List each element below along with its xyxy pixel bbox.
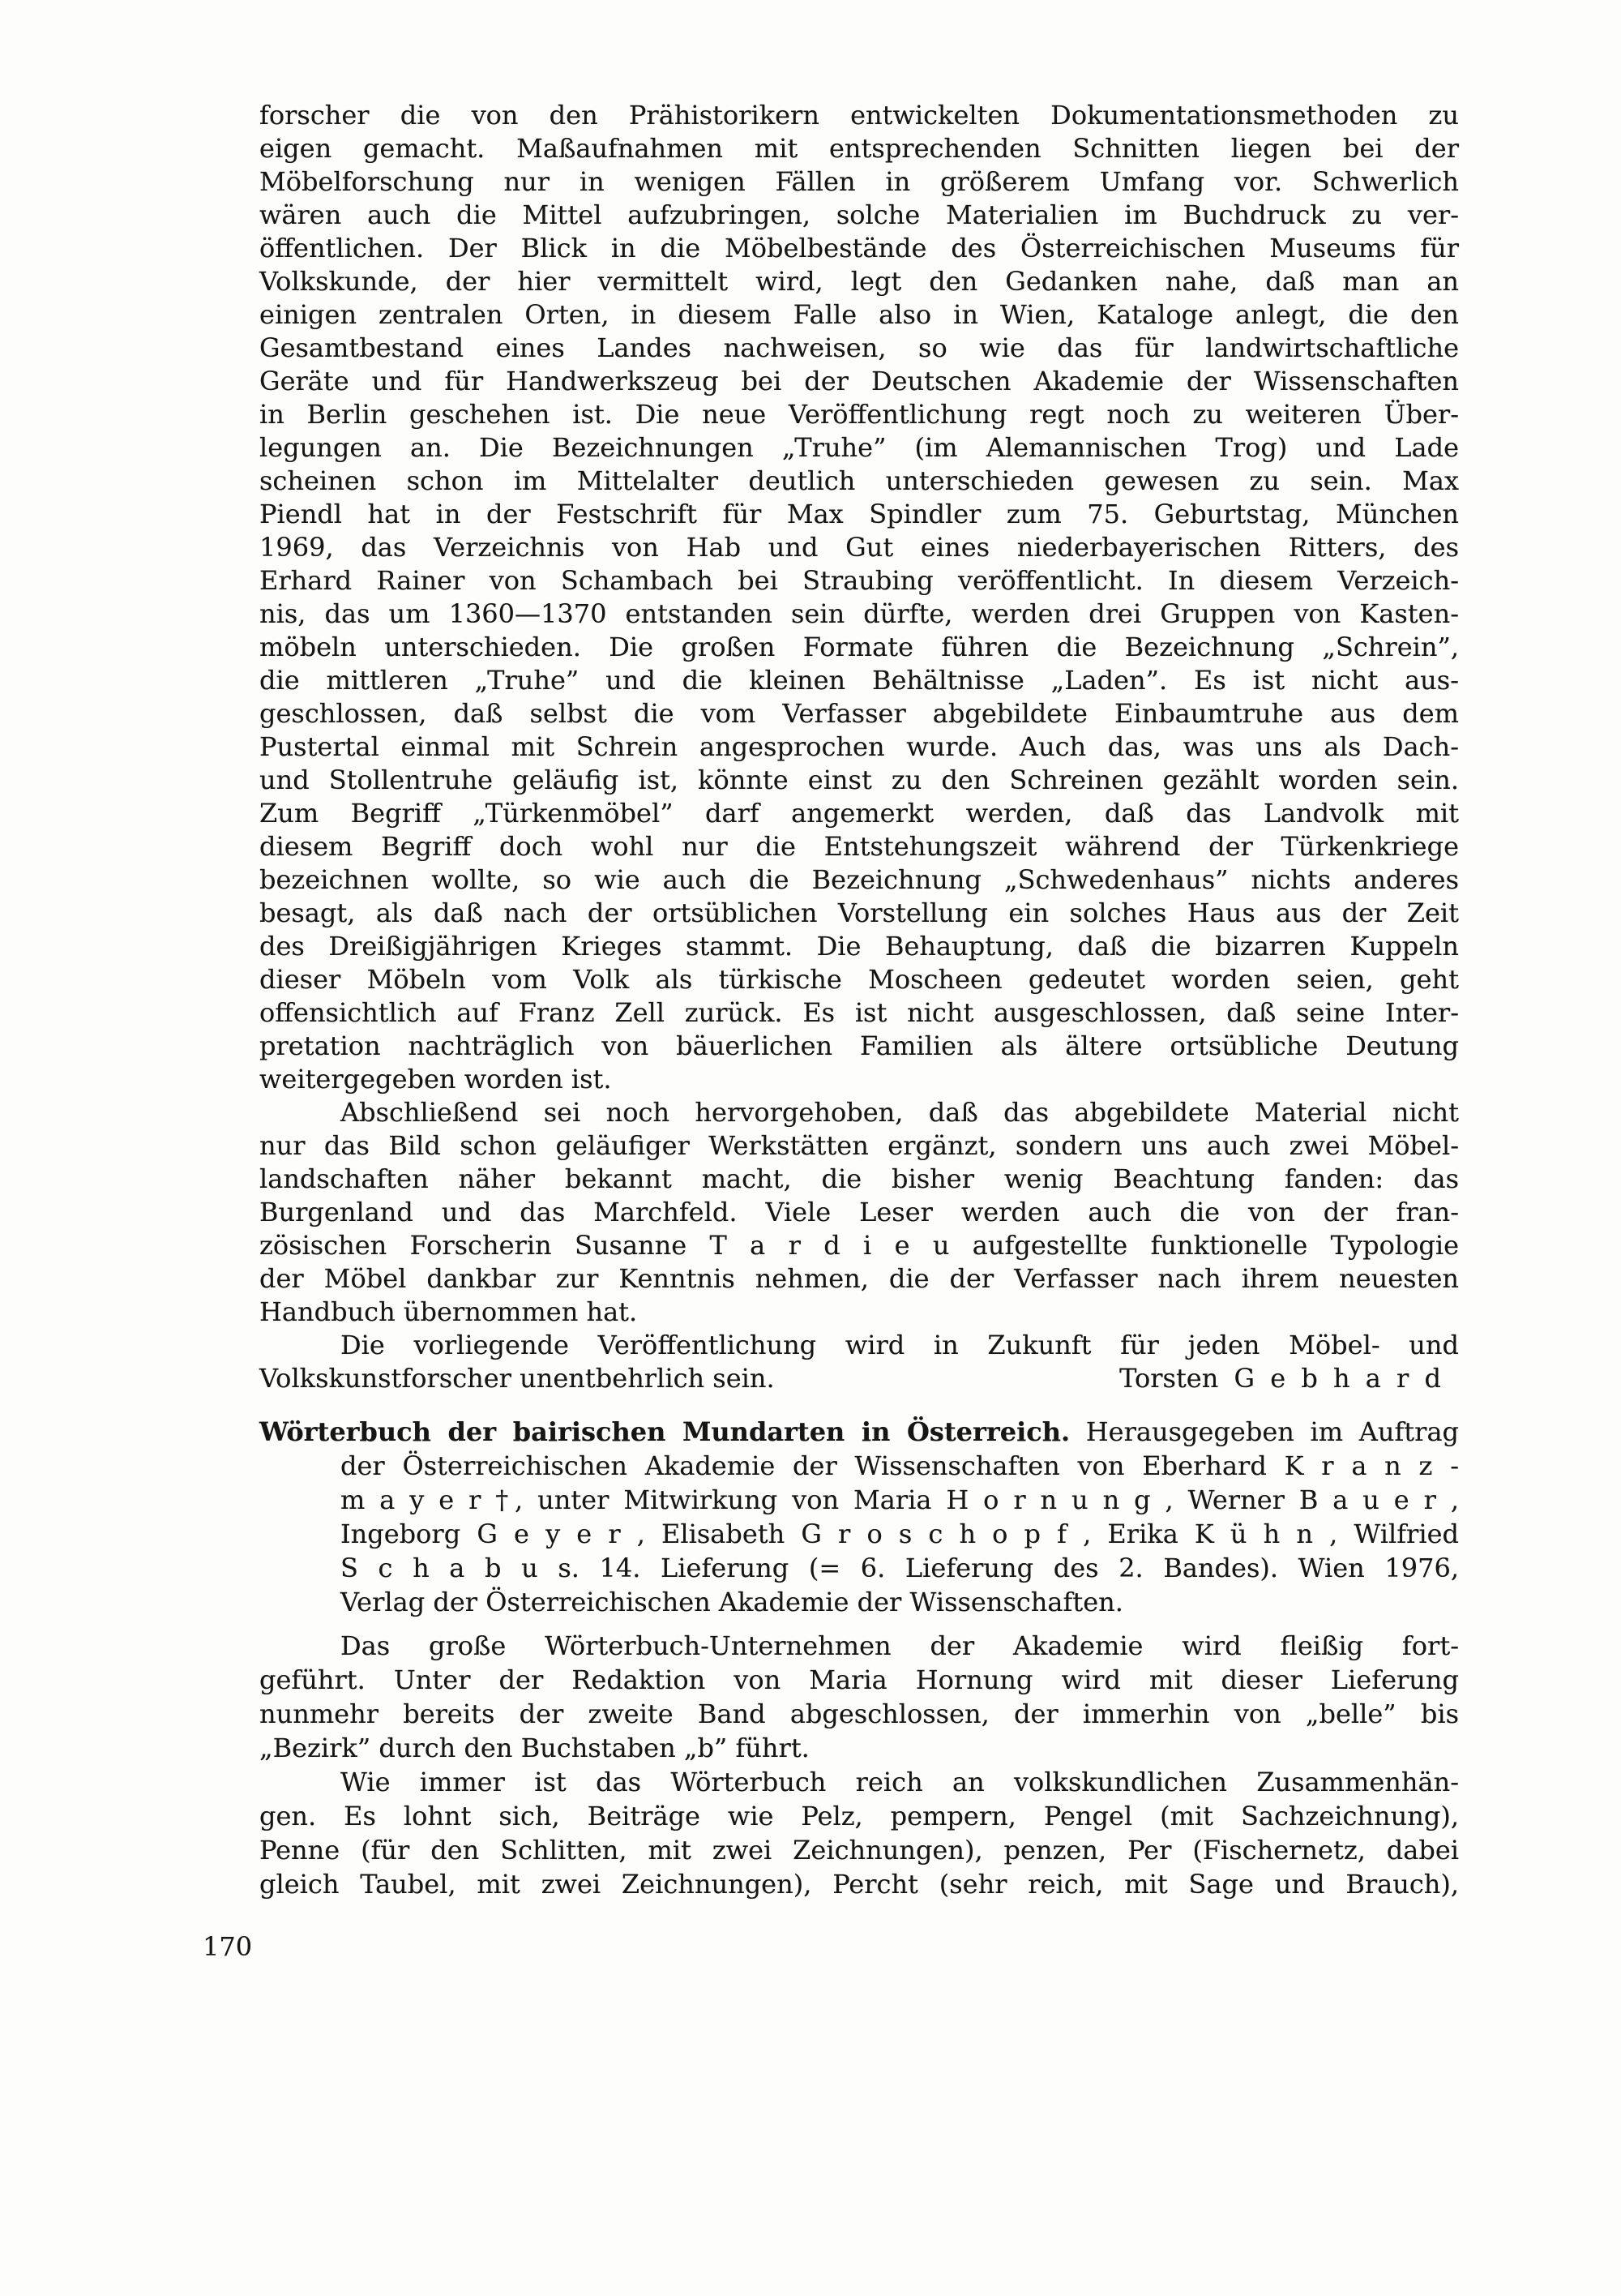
text-line: und Stollentruhe geläufig ist, könnte einst zu den Schreinen gezählt worden sein.: [259, 765, 1459, 795]
text-line: gen. Es lohnt sich, Beiträge wie Pelz, pempern, Pengel (mit Sachzeichnung),: [259, 1801, 1459, 1831]
text-line: landschaften näher bekannt macht, die bisher wenig Beachtung fanden: das: [259, 1163, 1459, 1194]
text-line: die mittleren „Truhe” und die kleinen Behältnisse „Laden”. Es ist nicht aus-: [259, 665, 1459, 696]
closing-text: Volkskunstforscher unentbehrlich sein.: [259, 1363, 775, 1394]
reviewer-name: Torsten G e b h a r d: [1119, 1363, 1441, 1394]
body-paragraph-1: [259, 1629, 1459, 1765]
text-line: Zum Begriff „Türkenmöbel” darf angemerkt werden, daß das Landvolk mit: [259, 798, 1459, 829]
entry-continuation: [259, 1449, 1459, 1585]
text-line: öffentlichen. Der Blick in die Möbelbestände des Österreichischen Museums für: [259, 233, 1459, 263]
text-line: Handbuch übernommen hat.: [259, 1296, 638, 1327]
review-paragraph-1: [259, 99, 1459, 1096]
text-line: offensichtlich auf Franz Zell zurück. Es ist nicht ausgeschlossen, daß seine Inter-: [259, 997, 1459, 1028]
text-line: Penne (für den Schlitten, mit zwei Zeichnungen), penzen, Per (Fischernetz, dabei: [259, 1835, 1459, 1866]
text-line: wären auch die Mittel aufzubringen, solche Materialien im Buchdruck zu ver-: [259, 199, 1459, 230]
text-line: nunmehr bereits der zweite Band abgeschlossen, der immerhin von „belle” bis: [259, 1698, 1459, 1729]
text-line: nur das Bild schon geläufiger Werkstätten ergänzt, sondern uns auch zwei Möbel-: [259, 1130, 1459, 1161]
text-line: legungen an. Die Bezeichnungen „Truhe” (im Alemannischen Trog) und Lade: [259, 432, 1459, 463]
text-line: pretation nachträglich von bäuerlichen Familien als ältere ortsübliche Deutung: [259, 1030, 1459, 1061]
text-line: geführt. Unter der Redaktion von Maria Hornung wird mit dieser Lieferung: [259, 1664, 1459, 1695]
entry-title: Wörterbuch der bairischen Mundarten in Österreich.: [259, 1416, 1071, 1447]
text-line: dieser Möbeln vom Volk als türkische Moscheen gedeutet worden seien, geht: [259, 964, 1459, 995]
text-line: nis, das um 1360—1370 entstanden sein dürfte, werden drei Gruppen von Kasten-: [259, 598, 1459, 629]
entry-last-line: Verlag der Österreichischen Akademie der Wissenschaften.: [340, 1587, 1123, 1617]
text-line: Ingeborg G e y e r , Elisabeth G r o s c h o p f , Erika K ü h n , Wilfried: [340, 1519, 1459, 1549]
text-line: Volkskunde, der hier vermittelt wird, legt den Gedanken nahe, daß man an: [259, 266, 1459, 297]
body-paragraph-2: [259, 1765, 1459, 1901]
text-line: eigen gemacht. Maßaufnahmen mit entsprechenden Schnitten liegen bei der: [259, 133, 1459, 164]
text-line: gleich Taubel, mit zwei Zeichnungen), Percht (sehr reich, mit Sage und Brauch),: [259, 1869, 1459, 1900]
bibliography-entry: [259, 1415, 1459, 1619]
text-line: forscher die von den Prähistorikern entwickelten Dokumentationsmethoden zu: [259, 100, 1459, 131]
entry-heading-line: [259, 1415, 1459, 1449]
text-line: Burgenland und das Marchfeld. Viele Leser werden auch die von der fran-: [259, 1197, 1459, 1227]
text-line: weitergegeben worden ist.: [259, 1064, 612, 1094]
text-line: möbeln unterschieden. Die großen Formate führen die Bezeichnung „Schrein”,: [259, 632, 1459, 662]
text-line: des Dreißigjährigen Krieges stammt. Die Behauptung, daß die bizarren Kuppeln: [259, 931, 1459, 962]
text-line: Pustertal einmal mit Schrein angesprochen wurde. Auch das, was uns als Dach-: [259, 731, 1459, 762]
text-line: Erhard Rainer von Schambach bei Straubing veröffentlicht. In diesem Verzeich-: [259, 565, 1459, 596]
text-line: in Berlin geschehen ist. Die neue Veröffentlichung regt noch zu weiteren Über-: [259, 399, 1459, 430]
text-line: geschlossen, daß selbst die vom Verfasser abgebildete Einbaumtruhe aus dem: [259, 698, 1459, 729]
text-line: zösischen Forscherin Susanne T a r d i e u aufgestellte funktionelle Typologie: [259, 1230, 1459, 1261]
text-line: der Österreichischen Akademie der Wissenschaften von Eberhard K r a n z -: [340, 1450, 1459, 1481]
text-line: „Bezirk” durch den Buchstaben „b” führt.: [259, 1733, 810, 1763]
text-line: einigen zentralen Orten, in diesem Falle also in Wien, Kataloge anlegt, die den: [259, 299, 1459, 330]
page-number: 170: [203, 1931, 253, 1962]
signature-line: [259, 1362, 1459, 1395]
text-line: Die vorliegende Veröffentlichung wird in Zukunft für jeden Möbel- und: [340, 1330, 1459, 1360]
text-line: Möbelforschung nur in wenigen Fällen in größerem Umfang vor. Schwerlich: [259, 166, 1459, 197]
entry-heading-rest: Herausgegeben im Auftrag: [1085, 1416, 1460, 1447]
review-paragraph-2: [259, 1096, 1459, 1329]
text-line: Gesamtbestand eines Landes nachweisen, so wie das für landwirtschaftliche: [259, 332, 1459, 363]
text-line: Piendl hat in der Festschrift für Max Spindler zum 75. Geburtstag, München: [259, 499, 1459, 529]
text-line: der Möbel dankbar zur Kenntnis nehmen, die der Verfasser nach ihrem neuesten: [259, 1263, 1459, 1294]
text-line: besagt, als daß nach der ortsüblichen Vorstellung ein solches Haus aus der Zeit: [259, 897, 1459, 928]
text-line: S c h a b u s. 14. Lieferung (= 6. Lieferung des 2. Bandes). Wien 1976,: [340, 1553, 1459, 1583]
text-line: m a y e r †, unter Mitwirkung von Maria H o r n u n g , Werner B a u e r ,: [340, 1484, 1459, 1515]
text-line: scheinen schon im Mittelalter deutlich unterschieden gewesen zu sein. Max: [259, 465, 1459, 496]
text-line: diesem Begriff doch wohl nur die Entstehungszeit während der Türkenkriege: [259, 831, 1459, 862]
text-line: 1969, das Verzeichnis von Hab und Gut eines niederbayerischen Ritters, des: [259, 532, 1459, 563]
text-line: Das große Wörterbuch-Unternehmen der Akademie wird fleißig fort-: [340, 1630, 1459, 1661]
text-line: Geräte und für Handwerkszeug bei der Deutschen Akademie der Wissenschaften: [259, 366, 1459, 396]
text-line: Abschließend sei noch hervorgehoben, daß das abgebildete Material nicht: [340, 1097, 1459, 1128]
page-content: [203, 99, 1460, 1964]
text-line: Wie immer ist das Wörterbuch reich an volkskundlichen Zusammenhän-: [340, 1767, 1459, 1797]
text-line: bezeichnen wollte, so wie auch die Bezeichnung „Schwedenhaus” nichts anderes: [259, 864, 1459, 895]
review-paragraph-3: [259, 1329, 1459, 1395]
